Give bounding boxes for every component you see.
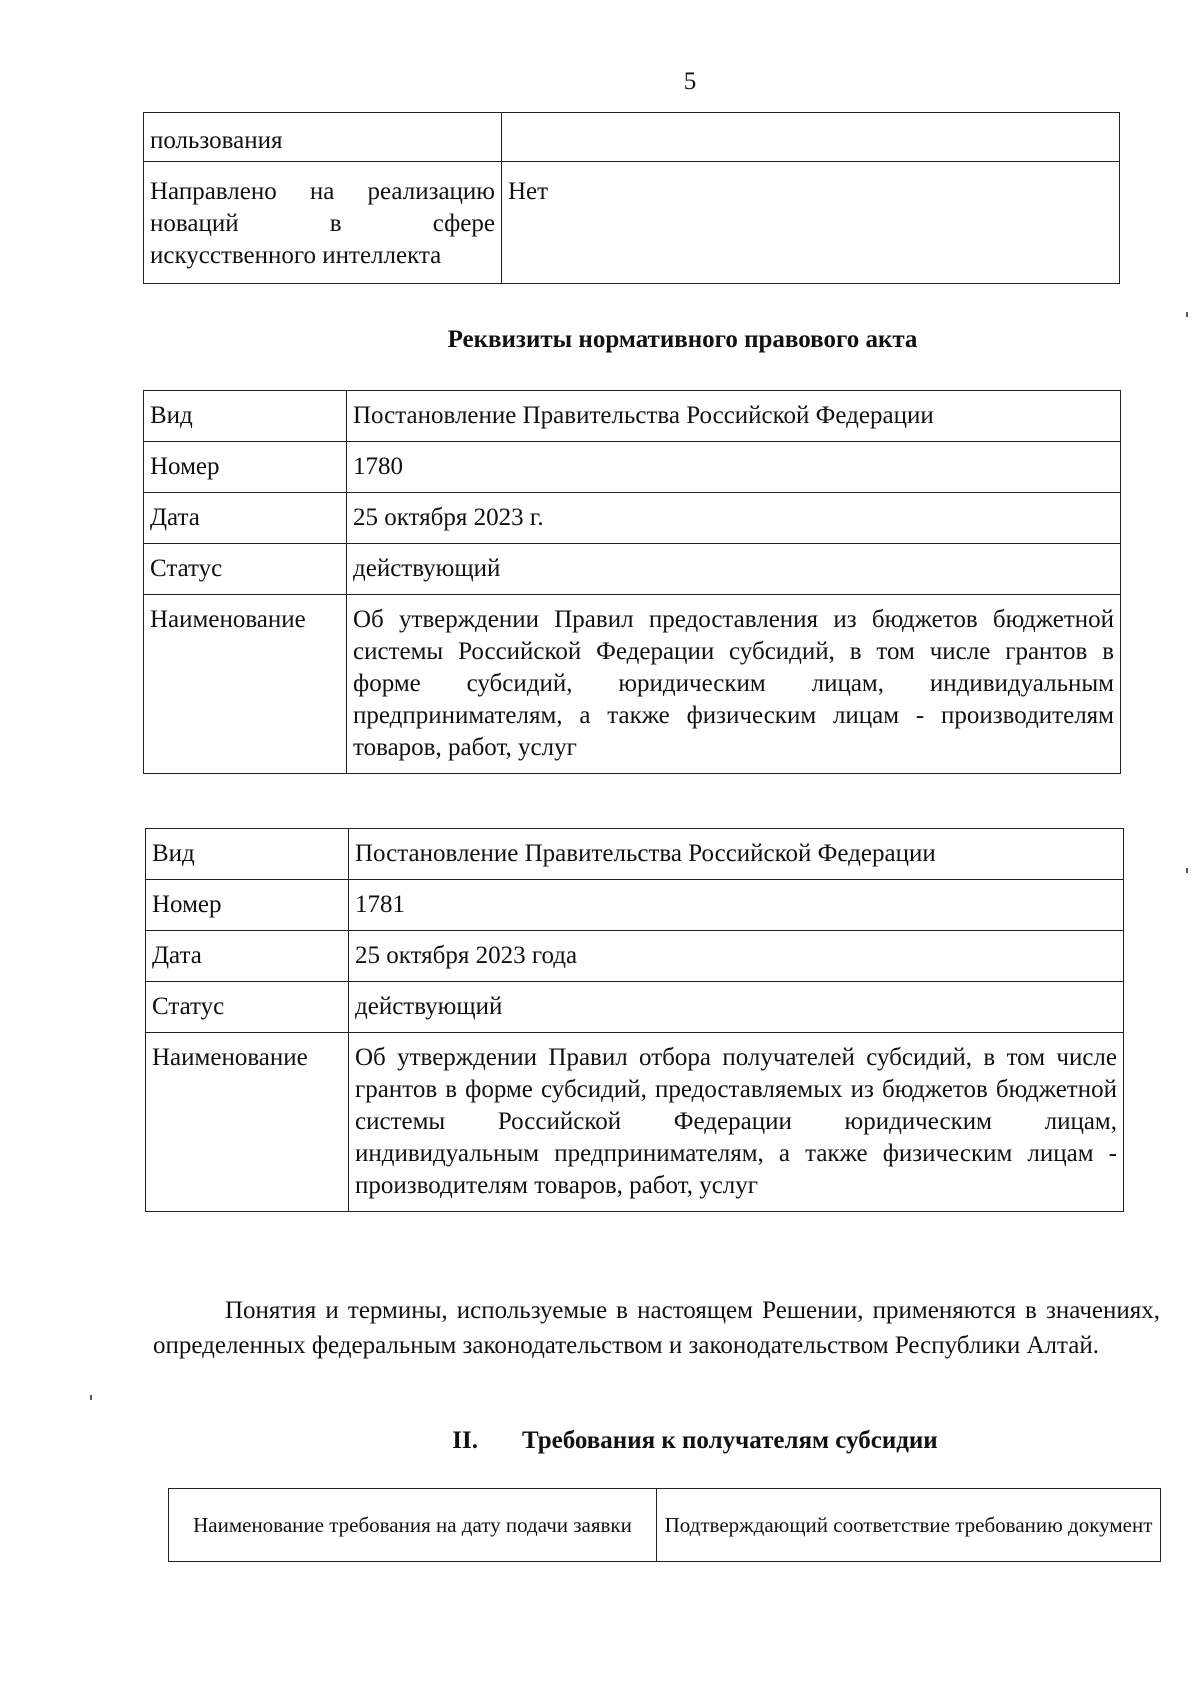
row-value: 25 октября 2023 года: [349, 931, 1124, 982]
row-label: Направлено на реализацию новаций в сфере искусственного интеллекта: [144, 162, 502, 284]
scan-mark: [90, 1395, 92, 1400]
row-label: Дата: [144, 493, 347, 544]
row-label: Наименование: [144, 595, 347, 774]
section-title: Требования к получателям субсидии: [522, 1427, 938, 1454]
requisites-heading: Реквизиты нормативного правового акта: [447, 326, 918, 353]
table-header-row: [169, 1489, 1161, 1562]
row-label: Номер: [144, 442, 347, 493]
row-value: 1780: [347, 442, 1121, 493]
row-label: Статус: [144, 544, 347, 595]
table-row: [144, 493, 1121, 544]
section-heading: [0, 1427, 1200, 1455]
requirements-table: [168, 1488, 1161, 1562]
row-label: Вид: [144, 391, 347, 442]
requisites-table-2: [145, 828, 1124, 1212]
table-row: [146, 1033, 1124, 1212]
row-label: Дата: [146, 931, 349, 982]
terms-paragraph: Понятия и термины, используемые в настоящем Решении, применяются в значениях, определенных федеральным законодательством и законодательством Республики Алтай.: [153, 1297, 1160, 1359]
row-label: пользования: [144, 113, 502, 162]
column-header-requirement: Наименование требования на дату подачи заявки: [169, 1489, 657, 1562]
scan-mark: [1186, 312, 1188, 317]
table-row: [146, 829, 1124, 880]
row-value: [502, 113, 1120, 162]
row-value: Об утверждении Правил отбора получателей субсидий, в том числе грантов в форме субсидий, предоставляемых из бюджетов бюджетной системы Российской Федерации юридическим лицам, индивидуальным предпринимателям, а также физическим лицам - производителям товаров, работ, услуг: [349, 1033, 1124, 1212]
table-row: [144, 391, 1121, 442]
row-label: Вид: [146, 829, 349, 880]
row-value: действующий: [349, 982, 1124, 1033]
row-value: Постановление Правительства Российской Федерации: [349, 829, 1124, 880]
row-value: действующий: [347, 544, 1121, 595]
row-value: 25 октября 2023 г.: [347, 493, 1121, 544]
row-value: Об утверждении Правил предоставления из бюджетов бюджетной системы Российской Федерации субсидий, в том числе грантов в форме субсидий, юридическим лицам, индивидуальным предпринимателям, а также физическим лицам - производителям товаров, работ, услуг: [347, 595, 1121, 774]
row-value: Нет: [502, 162, 1120, 284]
row-label: Наименование: [146, 1033, 349, 1212]
scan-mark: [1186, 868, 1188, 873]
table-row: [146, 931, 1124, 982]
requisites-table-1: [143, 390, 1121, 774]
column-header-document: Подтверждающий соответствие требованию документ: [657, 1489, 1161, 1562]
row-value: 1781: [349, 880, 1124, 931]
table-row: [144, 544, 1121, 595]
table-row: [144, 113, 1120, 162]
table-row: [144, 162, 1120, 284]
page-number: 5: [683, 68, 697, 95]
table-row: [146, 880, 1124, 931]
row-value: Постановление Правительства Российской Федерации: [347, 391, 1121, 442]
section-number: II.: [452, 1427, 479, 1454]
top-info-table: [143, 112, 1120, 284]
table-row: [146, 982, 1124, 1033]
row-label: Номер: [146, 880, 349, 931]
row-label: Статус: [146, 982, 349, 1033]
table-row: [144, 595, 1121, 774]
table-row: [144, 442, 1121, 493]
